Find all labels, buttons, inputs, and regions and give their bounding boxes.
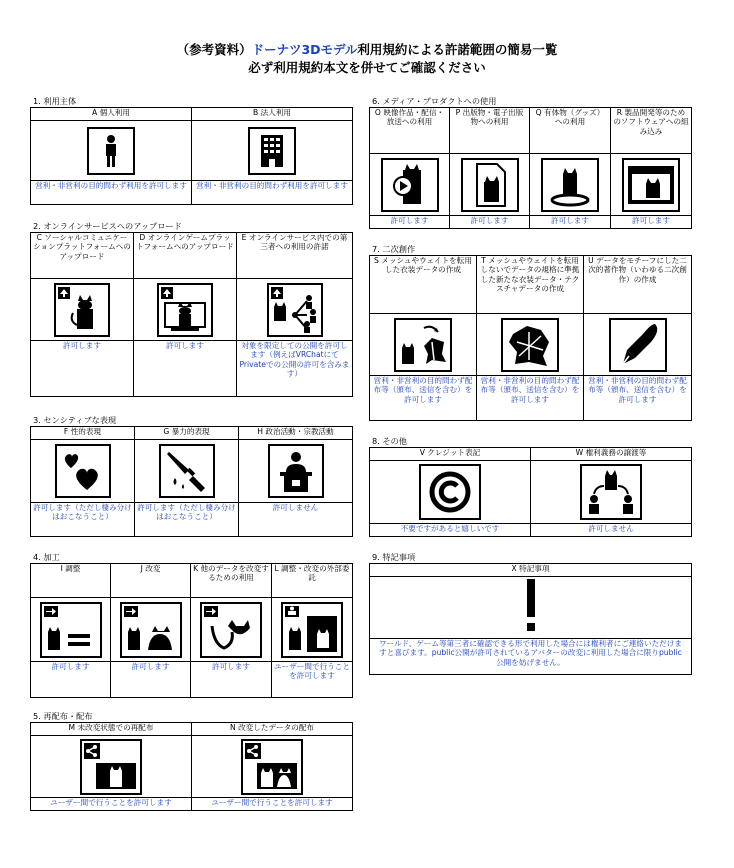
col-m-permission: ユーザー間で行うことを許可します (31, 798, 192, 811)
col-d-permission: 許可します (134, 341, 237, 397)
transfer-icon (580, 464, 642, 520)
col-o-permission: 許可します (370, 216, 450, 229)
section-4-heading: 4. 加工 (33, 552, 60, 562)
section-2-heading: 2. オンラインサービスへのアップロード (33, 221, 182, 231)
col-f-header: F 性的表現 (31, 427, 135, 440)
col-e-permission: 対象を限定しての公開を許可します（例えばVRChatにてPrivateでの公開の許可を含みます） (237, 341, 353, 397)
col-a-header: A 個人利用 (31, 108, 192, 121)
col-d-header: D オンラインゲームプラットフォームへのアップロード (134, 233, 237, 279)
col-l-permission: ユーザー間で行うことを許可します (272, 662, 353, 698)
new-costume-icon (501, 318, 559, 372)
col-e-header: E オンラインサービス内での第三者への利用の許諾 (237, 233, 353, 279)
section-3-heading: 3. センシティブな表現 (33, 415, 117, 425)
knife-icon (159, 444, 215, 498)
costume-icon (394, 318, 452, 372)
modify-icon (120, 602, 182, 658)
upload-avatar-icon (54, 283, 110, 337)
col-u-header: U データをモチーフにした二次的著作物（いわゆる二次創作）の作成 (584, 256, 692, 314)
col-v-header: V クレジット表記 (370, 448, 531, 461)
col-g-header: G 暴力的表現 (135, 427, 239, 440)
col-p-permission: 許可します (450, 216, 530, 229)
col-c-permission: 許可します (31, 341, 134, 397)
col-q-permission: 許可します (530, 216, 611, 229)
section-7-table (369, 255, 692, 421)
col-s-permission: 営利・非営利の目的問わず配布等（頒布、送信を含む）を許可します (370, 376, 477, 421)
section-2-table (30, 232, 353, 397)
section-5-heading: 5. 再配布・配布 (33, 711, 93, 721)
col-k-header: K 他のデータを改変するための利用 (191, 564, 272, 598)
upload-game-icon (157, 283, 213, 337)
col-t-permission: 営利・非営利の目的問わず配布等（頒布、送信を含む）を許可します (477, 376, 584, 421)
col-x-header: X 特記事項 (370, 564, 692, 577)
col-b-permission: 営利・非営利の目的問わず利用を許可します (192, 181, 353, 205)
adjust-icon (40, 602, 102, 658)
col-n-header: N 改変したデータの配布 (192, 723, 353, 736)
page-title: （参考資料）ドーナツ3Dモデル利用規約による許諾範囲の簡易一覧 (176, 42, 558, 57)
col-j-header: J 改変 (111, 564, 191, 598)
section-3-table (30, 426, 353, 537)
section-6-heading: 6. メディア・プロダクトへの使用 (372, 96, 497, 106)
pen-icon (609, 318, 667, 372)
section-8-heading: 8. その他 (372, 436, 407, 446)
col-i-permission: 許可します (31, 662, 111, 698)
col-i-header: I 調整 (31, 564, 111, 598)
building-icon (248, 127, 296, 175)
section-1-heading: 1. 利用主体 (33, 96, 77, 106)
col-w-permission: 許可しません (531, 524, 692, 537)
hearts-icon (55, 444, 111, 498)
col-v-permission: 不要ですがあると嬉しいです (370, 524, 531, 537)
col-b-header: B 法人利用 (192, 108, 353, 121)
col-w-header: W 権利義務の譲渡等 (531, 448, 692, 461)
section-9-heading: 9. 特記事項 (372, 552, 416, 562)
col-h-permission: 許可しません (239, 503, 353, 537)
section-4-table (30, 563, 353, 698)
podium-icon (268, 444, 324, 498)
copyright-icon (419, 464, 481, 520)
col-x-permission: ワールド、ゲーム等第三者に確認できる形で利用した場合には権利者にご連絡いただけますと喜びます。public公開が許可されているアバターの改変に利用した場合に限りpublic公開を妨げません。 (370, 639, 692, 675)
section-7-heading: 7. 二次創作 (372, 244, 416, 254)
outsource-icon (281, 602, 343, 658)
section-9-table (369, 563, 692, 675)
col-q-header: Q 有体物（グッズ）への利用 (530, 108, 611, 154)
person-icon (87, 127, 135, 175)
col-r-header: R 製品開発等のためのソフトウェアへの組み込み (611, 108, 692, 154)
publication-icon (461, 158, 519, 212)
col-r-permission: 許可します (611, 216, 692, 229)
share-users-icon (267, 283, 323, 337)
col-k-permission: 許可します (191, 662, 272, 698)
section-8-table (369, 447, 692, 537)
col-j-permission: 許可します (111, 662, 191, 698)
exclamation-icon (516, 577, 546, 635)
col-t-header: T メッシュやウェイトを転用しないでデータの規格に準拠した新たな衣装データ・テクスチャデータの作成 (477, 256, 584, 314)
col-s-header: S メッシュやウェイトを転用した衣装データの作成 (370, 256, 477, 314)
section-6-table (369, 107, 692, 229)
section-5-table (30, 722, 353, 811)
col-p-header: P 出版物・電子出版物への利用 (450, 108, 530, 154)
col-u-permission: 営利・非営利の目的問わず配布等（頒布、送信を含む）を許可します (584, 376, 692, 421)
col-n-permission: ユーザー間で行うことを許可します (192, 798, 353, 811)
other-data-icon (200, 602, 262, 658)
col-a-permission: 営利・非営利の目的問わず利用を許可します (31, 181, 192, 205)
goods-icon (541, 158, 599, 212)
video-icon (381, 158, 439, 212)
col-m-header: M 未改変状態での再配布 (31, 723, 192, 736)
col-c-header: C ソーシャルコミュニケーションプラットフォームへのアップロード (31, 233, 134, 279)
col-l-header: L 調整・改変の外部委託 (272, 564, 353, 598)
redistribute-icon (80, 739, 142, 795)
software-icon (622, 158, 680, 212)
col-h-header: H 政治活動・宗教活動 (239, 427, 353, 440)
col-g-permission: 許可します（ただし棲み分けはおこなうこと） (135, 503, 239, 537)
page-subtitle: 必ず利用規約本文を併せてご確認ください (248, 60, 486, 75)
col-o-header: O 映像作品・配信・放送への利用 (370, 108, 450, 154)
col-f-permission: 許可します（ただし棲み分けはおこなうこと） (31, 503, 135, 537)
section-1-table (30, 107, 353, 205)
distribute-modified-icon (241, 739, 303, 795)
